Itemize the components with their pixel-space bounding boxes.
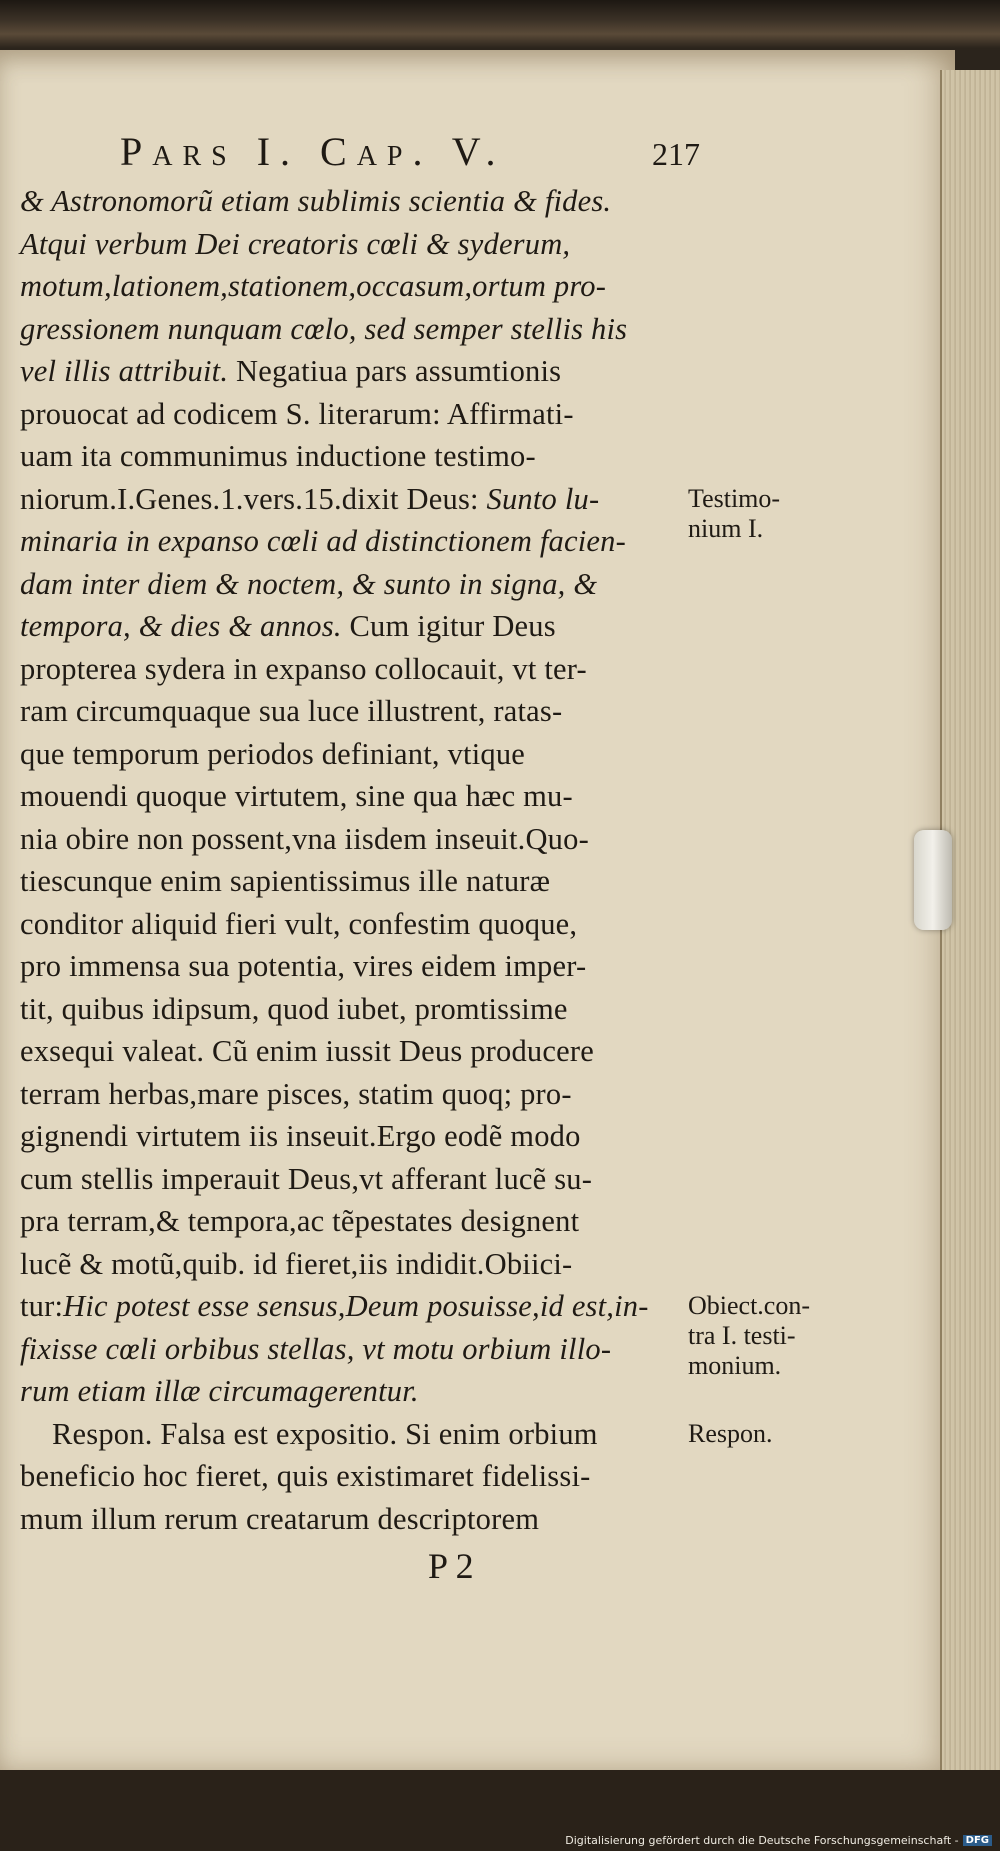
italic-text-segment: & Astronomorũ etiam sublimis scientia & fides. bbox=[20, 184, 612, 218]
text-segment: tur: bbox=[20, 1289, 64, 1323]
text-line bbox=[20, 520, 680, 563]
text-line bbox=[20, 223, 680, 266]
marginal-note-line: monium. bbox=[688, 1351, 782, 1380]
italic-text-segment: rum etiam illæ circumagerentur. bbox=[20, 1374, 419, 1408]
marginal-note bbox=[688, 1291, 810, 1381]
text-segment: conditor aliquid fieri vult, confestim quoque, bbox=[20, 906, 578, 941]
text-line bbox=[20, 1413, 680, 1456]
credit-text: Digitalisierung gefördert durch die Deutsche Forschungsgemeinschaft - bbox=[565, 1834, 959, 1847]
text-line bbox=[20, 648, 680, 691]
text-line bbox=[20, 265, 680, 308]
text-line bbox=[20, 1455, 680, 1498]
text-segment: exsequi valeat. Cũ enim iussit Deus producere bbox=[20, 1034, 594, 1068]
italic-text-segment: minaria in expanso cœli ad distinctionem facien- bbox=[20, 524, 626, 558]
dfg-logo-icon: DFG bbox=[963, 1835, 992, 1846]
page-number: 217 bbox=[652, 136, 700, 172]
text-line bbox=[20, 775, 680, 818]
text-segment: Negatiua pars assumtionis bbox=[236, 354, 562, 388]
text-line bbox=[20, 308, 680, 351]
text-line bbox=[20, 563, 680, 606]
running-head bbox=[120, 128, 700, 175]
text-line bbox=[20, 1285, 680, 1328]
text-segment: ram circumquaque sua luce illustrent, ratas- bbox=[20, 694, 563, 728]
marginal-note-line: Obiect.con- bbox=[688, 1291, 811, 1320]
text-line bbox=[20, 1328, 680, 1371]
text-line bbox=[20, 945, 680, 988]
italic-text-segment: fixisse cœli orbibus stellas, vt motu orbium illo- bbox=[20, 1331, 612, 1366]
italic-text-segment: dam inter diem & noctem, & sunto in signa, & bbox=[20, 566, 598, 601]
text-segment: pro immensa sua potentia, vires eidem imper- bbox=[20, 949, 587, 983]
text-line bbox=[20, 1370, 680, 1413]
text-segment: gignendi virtutem iis inseuit.Ergo eodẽ modo bbox=[20, 1119, 581, 1153]
text-line bbox=[20, 435, 680, 478]
text-segment: mum illum rerum creatarum descriptorem bbox=[20, 1501, 540, 1536]
text-line bbox=[20, 988, 680, 1031]
marginal-note-line: Respon. bbox=[688, 1418, 773, 1448]
text-segment: Cum igitur Deus bbox=[349, 609, 556, 643]
marginal-note-line: tra I. testi- bbox=[688, 1321, 796, 1350]
text-line bbox=[20, 860, 680, 903]
italic-text-segment: vel illis attribuit. bbox=[20, 354, 237, 388]
text-segment: nia obire non possent,vna iisdem inseuit.Quo- bbox=[20, 821, 589, 856]
text-segment: tit, quibus idipsum, quod iubet, promtissime bbox=[20, 991, 568, 1026]
text-line bbox=[20, 180, 680, 223]
signature-catchword: P 2 bbox=[428, 1546, 474, 1586]
running-head-title: Pars I. Cap. V. bbox=[120, 129, 506, 174]
text-segment: mouendi quoque virtutem, sine qua hæc mu- bbox=[20, 779, 573, 813]
text-line bbox=[20, 1115, 680, 1158]
marginal-note bbox=[688, 484, 780, 544]
marginal-note-line: Testimo- bbox=[688, 483, 781, 513]
italic-text-segment: tempora, & dies & annos. bbox=[20, 609, 350, 643]
clasp-icon bbox=[914, 830, 952, 930]
text-line bbox=[20, 605, 680, 648]
text-segment: prouocat ad codicem S. literarum: Affirmati- bbox=[20, 396, 574, 431]
text-segment: propterea sydera in expanso collocauit, vt ter- bbox=[20, 651, 587, 686]
text-line bbox=[20, 1073, 680, 1116]
text-segment: lucẽ & motũ,quib. id fieret,iis indidit.Obiici- bbox=[20, 1246, 573, 1281]
text-segment: beneficio hoc fieret, quis existimaret fidelissi- bbox=[20, 1459, 591, 1493]
text-line bbox=[20, 903, 680, 946]
text-segment: uam ita communimus inductione testimo- bbox=[20, 439, 536, 473]
italic-text-segment: Hic potest esse sensus,Deum posuisse,id est,in- bbox=[63, 1289, 649, 1323]
text-line bbox=[20, 1158, 680, 1201]
italic-text-segment: Sunto lu- bbox=[486, 481, 600, 516]
text-line bbox=[20, 733, 680, 776]
text-segment: que temporum periodos definiant, vtique bbox=[20, 736, 526, 771]
text-segment: cum stellis imperauit Deus,vt afferant lucẽ su- bbox=[20, 1161, 593, 1196]
digitization-credit bbox=[565, 1834, 992, 1847]
bottom-band bbox=[0, 1770, 1000, 1851]
text-line bbox=[20, 818, 680, 861]
text-segment: terram herbas,mare pisces, statim quoq; pro- bbox=[20, 1076, 572, 1111]
marginal-note-line: nium I. bbox=[688, 513, 764, 543]
italic-text-segment: gressionem nunquam cœlo, sed semper stellis his bbox=[20, 311, 628, 346]
text-segment: niorum.I.Genes.1.vers.15.dixit Deus: bbox=[20, 481, 487, 516]
text-line bbox=[20, 1200, 680, 1243]
text-line bbox=[20, 478, 680, 521]
marginal-note bbox=[688, 1419, 773, 1449]
text-line bbox=[20, 690, 680, 733]
italic-text-segment: Atqui verbum Dei creatoris cœli & syderum, bbox=[20, 226, 571, 261]
text-line bbox=[20, 1243, 680, 1286]
text-line bbox=[20, 393, 680, 436]
text-segment: pra terram,& tempora,ac tẽpestates designent bbox=[20, 1204, 580, 1238]
text-line bbox=[20, 350, 680, 393]
main-text-block bbox=[20, 180, 680, 1540]
text-line bbox=[20, 1498, 680, 1541]
text-segment: tiescunque enim sapientissimus ille naturæ bbox=[20, 864, 551, 898]
text-segment: Respon. Falsa est expositio. Si enim orbium bbox=[52, 1416, 598, 1451]
italic-text-segment: motum,lationem,stationem,occasum,ortum pro- bbox=[20, 269, 607, 303]
text-line bbox=[20, 1030, 680, 1073]
